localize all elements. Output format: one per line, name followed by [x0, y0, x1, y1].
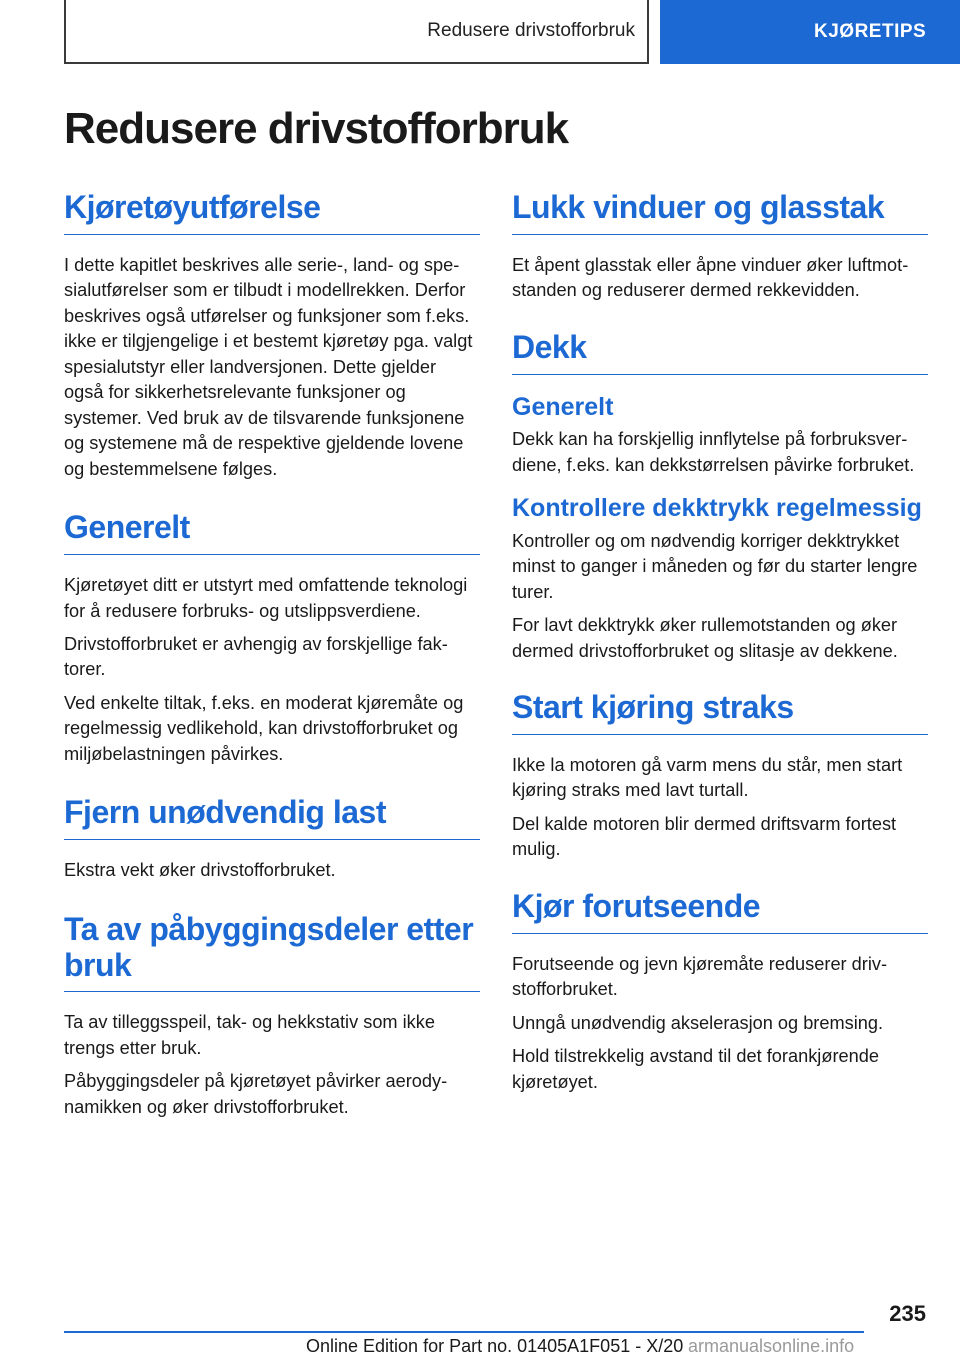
- footer-divider: [64, 1331, 864, 1333]
- right-column: [512, 190, 928, 1103]
- heading-remove-attachments: Ta av påbyggingsdeler etter bruk: [64, 912, 480, 993]
- heading-start-driving: Start kjøring straks: [512, 690, 928, 735]
- left-column: [64, 190, 480, 1128]
- section-start-driving: [512, 690, 928, 863]
- paragraph: Ikke la motoren gå varm mens du står, men start kjøring straks med lavt turtall.: [512, 754, 903, 801]
- paragraph: Forutseende og jevn kjøremåte reduserer drivstofforbruket.: [512, 953, 888, 1000]
- section-remove-attachments: [64, 912, 480, 1121]
- section-label: KJØRETIPS: [814, 21, 927, 42]
- section-general: [64, 510, 480, 767]
- section-tyres: [512, 330, 928, 664]
- watermark-text: armanualsonline.info: [688, 1336, 855, 1356]
- edition-text: Online Edition for Part no. 01405A1F051 - X/20: [306, 1336, 684, 1356]
- paragraph: For lavt dekktrykk øker rullemotstanden og øker dermed drivstofforbruket og slitasje av dekkene.: [512, 615, 898, 661]
- section-remove-load: [64, 795, 480, 883]
- paragraph: Ta av tilleggsspeil, tak- og hekkstativ som ikke trengs etter bruk.: [64, 1012, 435, 1058]
- heading-general: Generelt: [64, 510, 480, 555]
- paragraph: Unngå unødvendig akselerasjon og bremsing.: [512, 1012, 884, 1033]
- paragraph: Påbyggingsdeler på kjøretøyet påvirker aerodynamikken og øker drivstofforbruket.: [64, 1071, 448, 1117]
- subheading-tyres-general: Generelt: [512, 392, 614, 421]
- paragraph: Kontroller og om nødvendig korriger dekktrykket minst to ganger i måneden og før du starter lengre turer.: [512, 530, 918, 602]
- page-number: 235: [889, 1301, 926, 1326]
- breadcrumb-text: Redusere drivstofforbruk: [427, 20, 635, 41]
- heading-tyres: Dekk: [512, 330, 928, 375]
- paragraph: I dette kapitlet beskrives alle serie-, land- og spesialutførelser som er tilbudt i modellrekken. Derfor beskrives også utførelser og funksjoner som f.eks. ikke er tilgjengelige i et bestemt kjøretøy pga. valgt spesialutstyr eller landversjonen. Dette gjelder også for sikkerhetsrelevante funksjoner og systemer. Ved bruk av de tilsvarende funksjonene og systemene må de respektive gjeldende lovene og bestemmelsene følges.: [64, 254, 473, 479]
- heading-vehicle-design: Kjøretøyutførelse: [64, 190, 480, 235]
- paragraph: Dekk kan ha forskjellig innflytelse på forbruksverdiene, f.eks. kan dekkstørrelsen påvirke forbruket.: [512, 429, 915, 475]
- heading-drive-ahead: Kjør forutseende: [512, 889, 928, 934]
- header-breadcrumb: [64, 0, 649, 64]
- heading-close-windows: Lukk vinduer og glasstak: [512, 190, 928, 235]
- paragraph: Et åpent glasstak eller åpne vinduer øker luftmotstanden og reduserer dermed rekkevidden.: [512, 254, 909, 301]
- paragraph: Kjøretøyet ditt er utstyrt med omfattende teknologi for å redusere forbruks- og utslippsverdiene.: [64, 575, 468, 621]
- paragraph: Ekstra vekt øker drivstofforbruket.: [64, 860, 336, 881]
- section-close-windows: [512, 190, 928, 304]
- paragraph: Del kalde motoren blir dermed driftsvarm fortest mulig.: [512, 813, 897, 860]
- section-vehicle-design: [64, 190, 480, 482]
- paragraph: Ved enkelte tiltak, f.eks. en moderat kjøremåte og regelmessig vedlikehold, kan drivstofforbruket og miljøbelastningen påvirkes.: [64, 692, 464, 764]
- header-section-tab[interactable]: [660, 0, 960, 64]
- section-drive-ahead: [512, 889, 928, 1095]
- heading-remove-load: Fjern unødvendig last: [64, 795, 480, 840]
- page-title: Redusere drivstofforbruk: [64, 104, 569, 153]
- subheading-tyre-pressure: Kontrollere dekktrykk regelmessig: [512, 494, 922, 523]
- paragraph: Hold tilstrekkelig avstand til det forankjørende kjøretøyet.: [512, 1046, 879, 1092]
- paragraph: Drivstofforbruket er avhengig av forskjellige faktorer.: [64, 633, 448, 680]
